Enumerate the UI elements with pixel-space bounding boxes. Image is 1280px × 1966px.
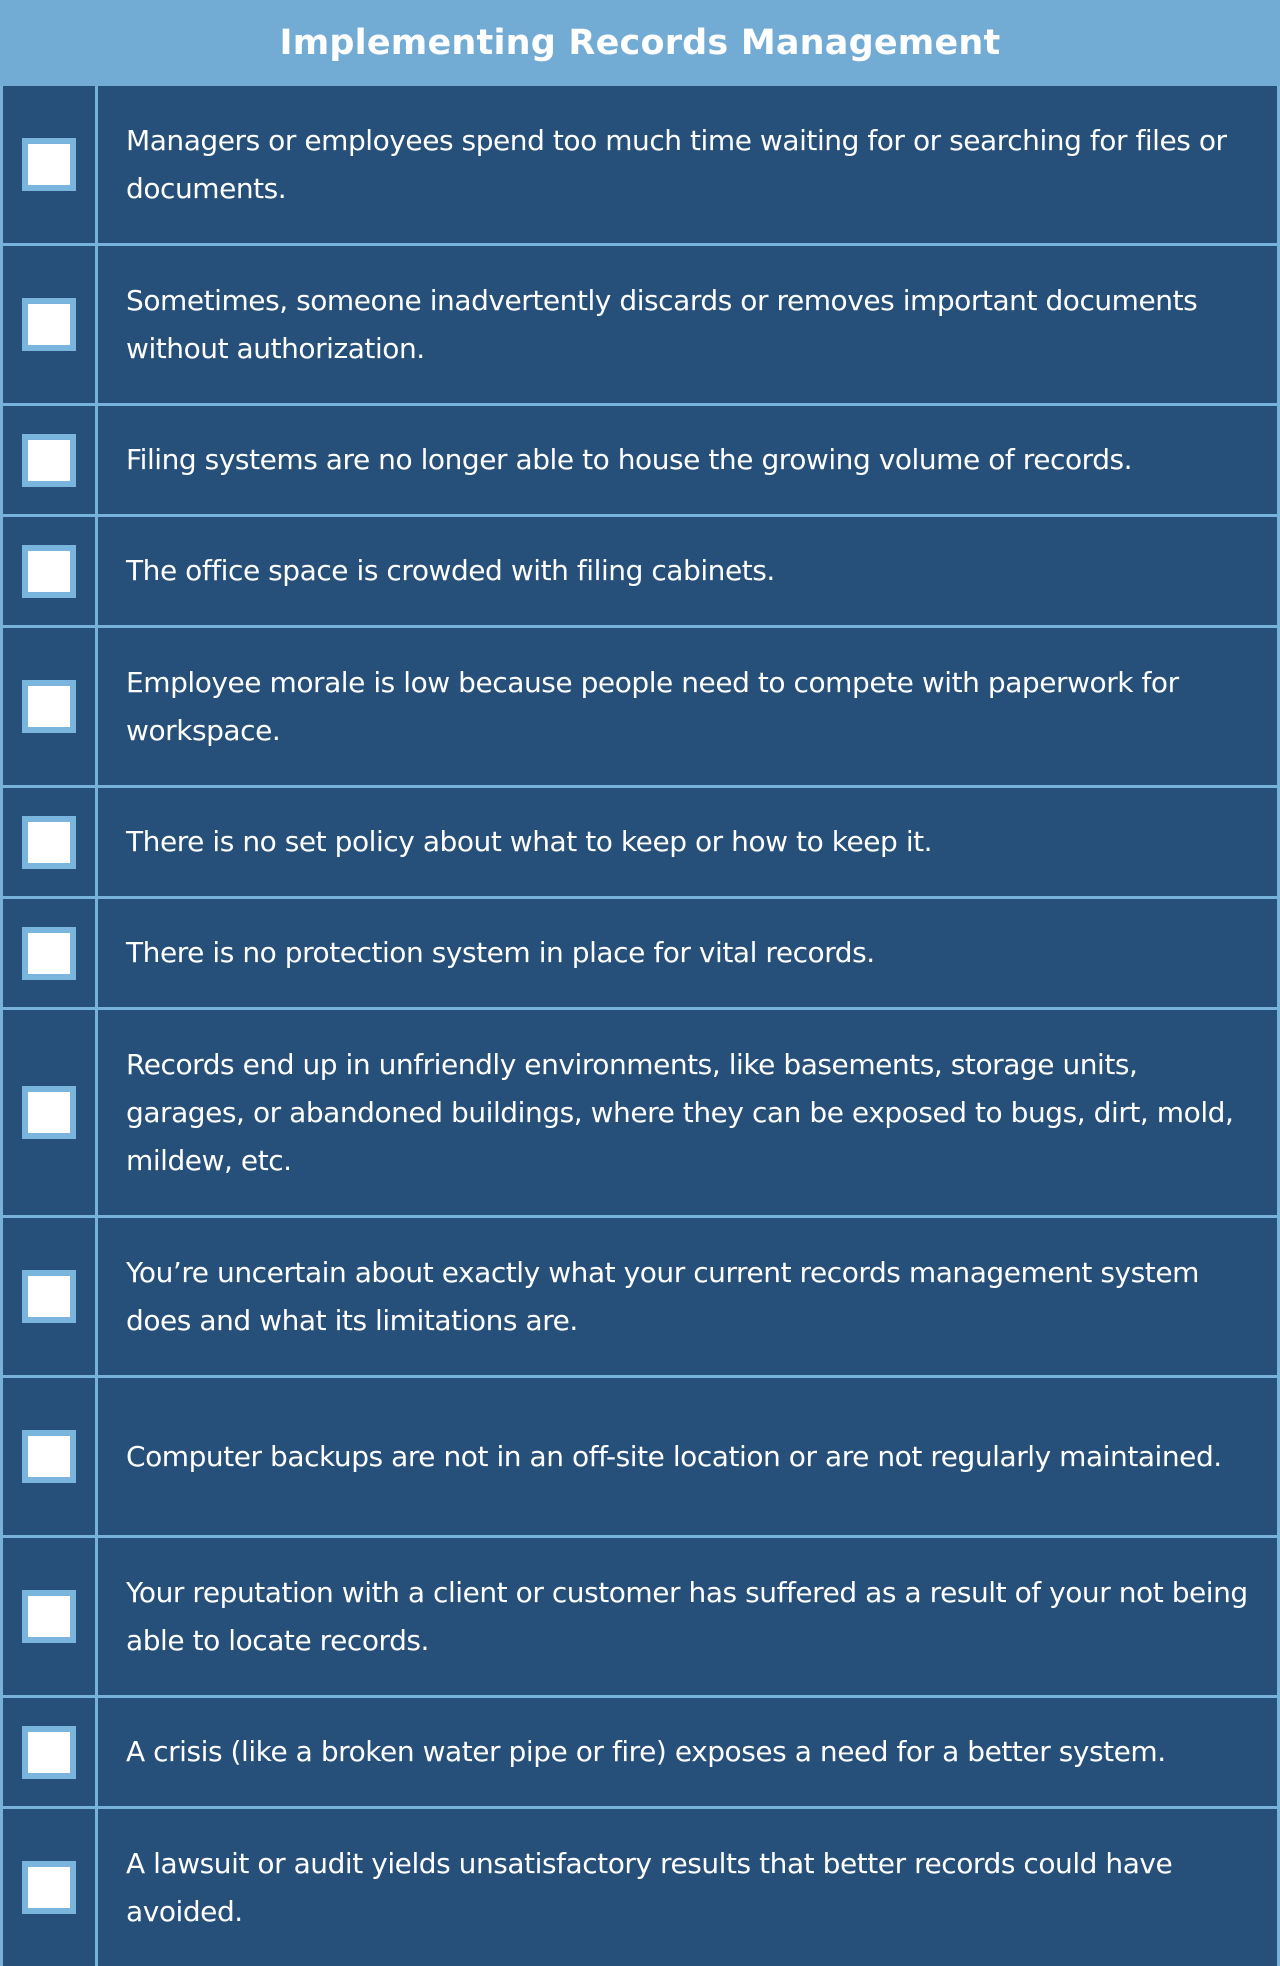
item-text: The office space is crowded with filing cabinets. [126,554,775,587]
checkbox[interactable] [22,298,76,351]
checklist-row [3,1378,1277,1535]
item-text: Records end up in unfriendly environments, like basements, storage units, garages, or abandoned buildings, where they can be exposed to bugs, dirt, mold, mildew, etc. [126,1047,1234,1177]
checklist-table [0,86,1280,1966]
item-text: A lawsuit or audit yields unsatisfactory results that better records could have avoided. [126,1846,1173,1928]
item-text-cell [98,406,1277,514]
checkbox[interactable] [22,138,76,191]
checkbox-cell [3,788,95,896]
item-text-cell [98,1378,1277,1535]
checklist-row [3,1538,1277,1695]
checkbox-cell [3,1378,95,1535]
checkbox[interactable] [22,1086,76,1139]
item-text: A crisis (like a broken water pipe or fire) exposes a need for a better system. [126,1735,1166,1768]
item-text-cell [98,1538,1277,1695]
item-text-cell [98,517,1277,625]
item-text-cell [98,1010,1277,1215]
checkbox[interactable] [22,927,76,980]
item-text: Sometimes, someone inadvertently discards or removes important documents without authorization. [126,283,1198,365]
item-text-cell [98,246,1277,403]
checklist-row [3,1809,1277,1966]
item-text-cell [98,1698,1277,1806]
checkbox-cell [3,86,95,243]
item-text-cell [98,899,1277,1007]
item-text-cell [98,628,1277,785]
checkbox-cell [3,1809,95,1966]
item-text: Computer backups are not in an off-site location or are not regularly maintained. [126,1439,1222,1473]
item-text: There is no protection system in place for vital records. [126,936,875,969]
item-text: There is no set policy about what to keep or how to keep it. [126,825,933,858]
checkbox-cell [3,899,95,1007]
checklist-row [3,86,1277,243]
item-text: You’re uncertain about exactly what your current records management system does and what its limitations are. [126,1255,1199,1337]
item-text-cell [98,1218,1277,1375]
checkbox-cell [3,1218,95,1375]
checklist-row [3,899,1277,1007]
item-text: Employee morale is low because people need to compete with paperwork for workspace. [126,665,1179,747]
checkbox[interactable] [22,1726,76,1779]
checkbox-cell [3,1538,95,1695]
checkbox-cell [3,1010,95,1215]
checkbox[interactable] [22,680,76,733]
checklist-row [3,406,1277,514]
checkbox[interactable] [22,1861,76,1914]
checkbox[interactable] [22,816,76,869]
title-bar [0,0,1280,86]
item-text-cell [98,788,1277,896]
checkbox[interactable] [22,1590,76,1643]
checklist-row [3,788,1277,896]
checkbox-cell [3,628,95,785]
checkbox[interactable] [22,1270,76,1323]
checklist-row [3,1698,1277,1806]
checklist-row [3,1010,1277,1215]
item-text: Managers or employees spend too much time waiting for or searching for files or documents. [126,123,1227,205]
checklist-row [3,628,1277,785]
checkbox-cell [3,1698,95,1806]
item-text: Filing systems are no longer able to house the growing volume of records. [126,443,1133,476]
item-text-cell [98,1809,1277,1966]
page-title: Implementing Records Management [279,23,1001,63]
checklist-row [3,246,1277,403]
item-text-cell [98,86,1277,243]
checkbox[interactable] [22,434,76,487]
checkbox[interactable] [22,1430,76,1483]
checkbox-cell [3,517,95,625]
checklist-row [3,1218,1277,1375]
checklist-row [3,517,1277,625]
checkbox-cell [3,406,95,514]
checkbox[interactable] [22,545,76,598]
checkbox-cell [3,246,95,403]
item-text: Your reputation with a client or customer has suffered as a result of your not being able to locate records. [126,1575,1248,1657]
